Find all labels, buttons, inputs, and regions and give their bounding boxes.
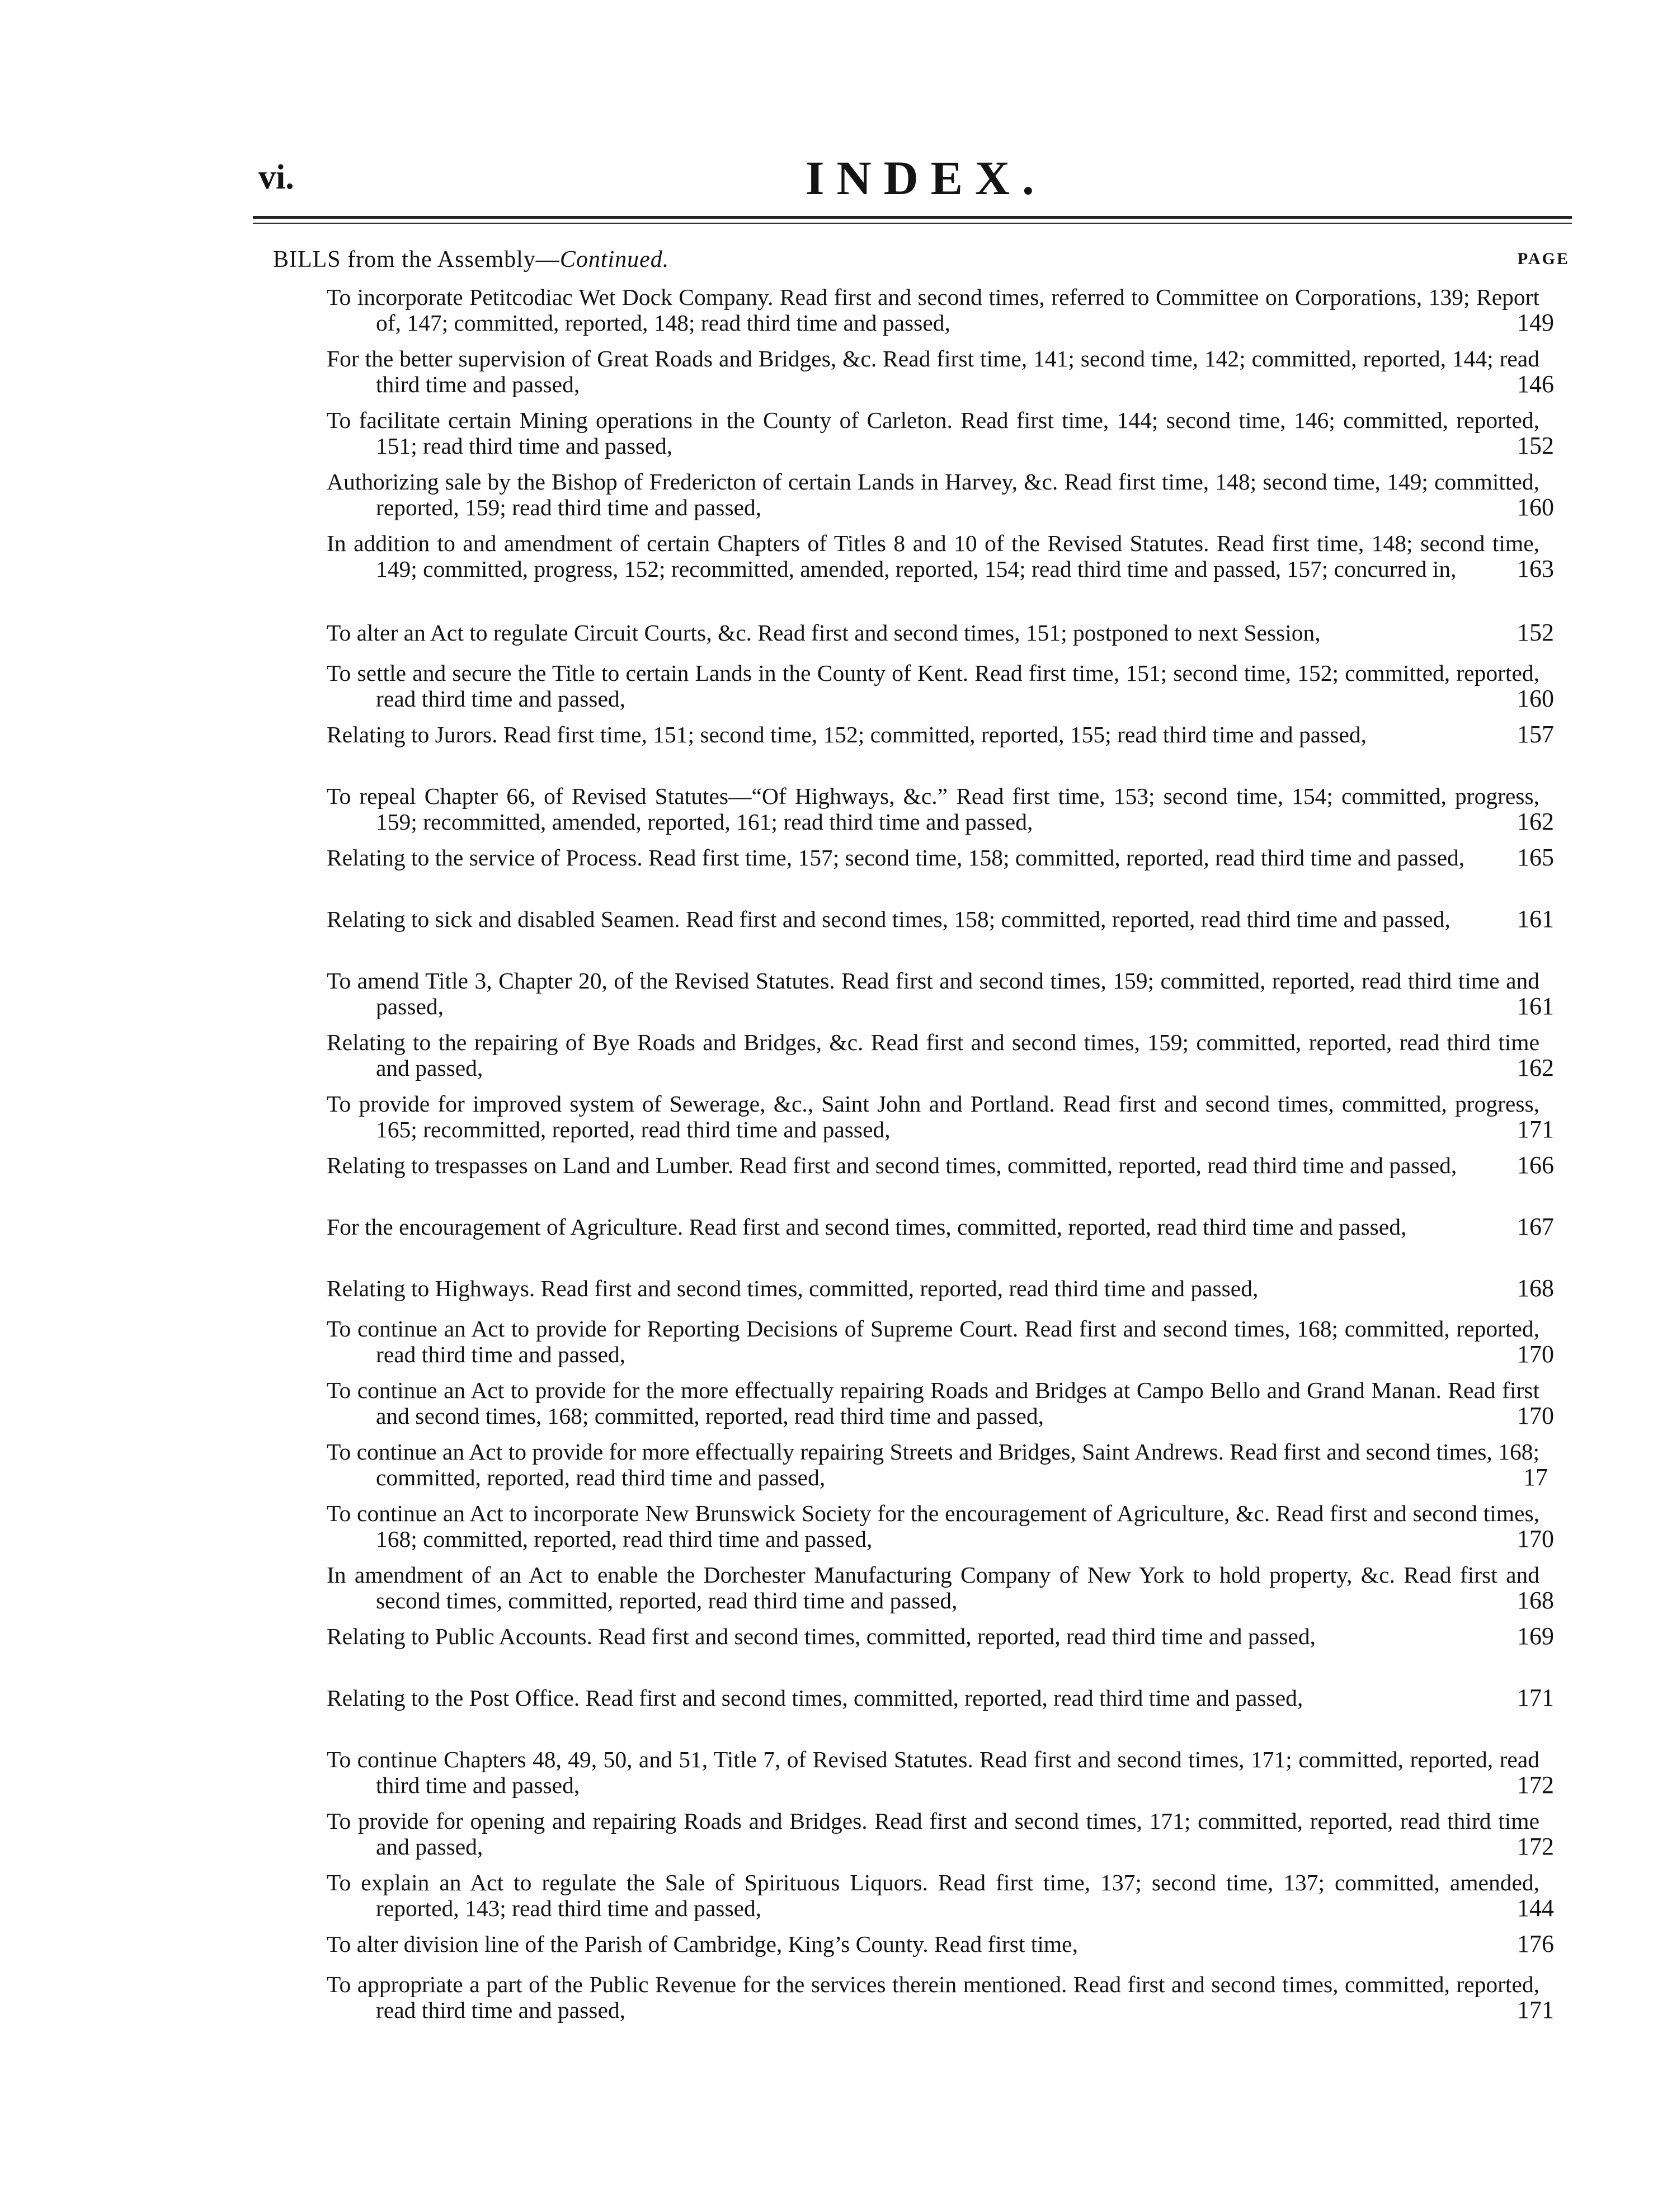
index-entry: [327, 1377, 1572, 1429]
page-title: INDEX.: [806, 151, 1047, 205]
index-entry: [327, 1439, 1572, 1490]
index-entry: [327, 660, 1572, 712]
entry-page: 169: [1517, 1622, 1554, 1650]
entry-text: For the encouragement of Agriculture. Read first and second times, committed, reported, read third time and passed,: [327, 1214, 1407, 1240]
page-number: vi.: [258, 158, 294, 196]
entry-page: 168: [1517, 1274, 1554, 1302]
entry-page: 163: [1517, 555, 1554, 582]
entry-text: To continue an Act to incorporate New Brunswick Society for the encouragement of Agriculture, &c. Read first and second times, 168; committed, reported, read third time and passed,: [327, 1500, 1539, 1552]
entry-page: 176: [1517, 1930, 1554, 1957]
index-entry: [327, 845, 1572, 870]
entry-page: 162: [1517, 1054, 1554, 1081]
entry-text: In addition to and amendment of certain Chapters of Titles 8 and 10 of the Revised Statutes. Read first time, 148; second time, 149; committed, progress, 152; recommitted, amended, reported, 154; read third time and passed, 157; concurred in,: [327, 530, 1539, 582]
entry-page: 160: [1517, 685, 1554, 712]
entry-page: 171: [1517, 1996, 1554, 2023]
entry-text: Relating to sick and disabled Seamen. Read first and second times, 158; committed, reported, read third time and passed,: [327, 906, 1451, 932]
entry-text: To continue Chapters 48, 49, 50, and 51, Title 7, of Revised Statutes. Read first and second times, 171; committed, reported, read third time and passed,: [327, 1747, 1539, 1798]
entry-text: Relating to Public Accounts. Read first and second times, committed, reported, read third time and passed,: [327, 1623, 1316, 1649]
entry-page: 171: [1517, 1684, 1554, 1711]
entry-text: To continue an Act to provide for Reporting Decisions of Supreme Court. Read first and second times, 168; committed, reported, read third time and passed,: [327, 1316, 1539, 1367]
entry-text: [327, 620, 1539, 646]
entry-page: 170: [1517, 1525, 1554, 1552]
entry-text: To continue an Act to provide for more effectually repairing Streets and Bridges, Saint Andrews. Read first and second times, 168; committed, reported, read third time and passed,: [327, 1439, 1539, 1490]
section-heading: [273, 246, 669, 273]
entry-page: 168: [1517, 1587, 1554, 1614]
entry-text: To incorporate Petitcodiac Wet Dock Company. Read first and second times, referred to Committee on Corporations, 139; Report of, 147; committed, reported, 148; read third time and passed,: [327, 284, 1539, 336]
index-entry: [327, 1870, 1572, 1921]
entry-page: 171: [1517, 1116, 1554, 1143]
index-entry: [327, 906, 1572, 932]
index-entry: [327, 1808, 1572, 1860]
index-entry: [327, 783, 1572, 835]
entry-page: 166: [1517, 1151, 1554, 1179]
section-continued: Continued.: [559, 247, 670, 272]
index-entry: [327, 1931, 1572, 1957]
index-entry: [327, 620, 1572, 646]
index-entry: [327, 1152, 1572, 1178]
index-entry: [327, 1091, 1572, 1142]
index-entry: [327, 968, 1572, 1019]
entry-page: 144: [1517, 1894, 1554, 1922]
index-entry: [327, 722, 1572, 747]
entry-page: 160: [1517, 493, 1554, 521]
entry-text: To facilitate certain Mining operations in the County of Carleton. Read first time, 144; second time, 146; committed, reported, 151; read third time and passed,: [327, 407, 1539, 459]
entry-text: To amend Title 3, Chapter 20, of the Revised Statutes. Read first and second times, 159; committed, reported, read third time and passed,: [327, 968, 1539, 1019]
entry-text: To provide for improved system of Sewerage, &c., Saint John and Portland. Read first and second times, committed, progress, 165; recommitted, reported, read third time and passed,: [327, 1091, 1539, 1142]
index-entry: [327, 1971, 1572, 2023]
index-entry: [327, 1316, 1572, 1367]
entry-page: 162: [1517, 808, 1554, 835]
index-entry: [327, 1029, 1572, 1081]
entry-page: 146: [1517, 370, 1554, 398]
entry-page: 161: [1517, 992, 1554, 1020]
entry-text: Relating to trespasses on Land and Lumber. Read first and second times, committed, reported, read third time and passed,: [327, 1152, 1457, 1178]
index-entry: [327, 1276, 1572, 1301]
entry-page: 149: [1517, 309, 1554, 336]
index-entry: [327, 1562, 1572, 1613]
entry-text: Relating to Highways. Read first and second times, committed, reported, read third time and passed,: [327, 1276, 1259, 1301]
index-entry: [327, 469, 1572, 520]
entry-page: 152: [1517, 619, 1554, 646]
entry-page: 170: [1517, 1340, 1554, 1368]
entry-text: To settle and secure the Title to certain Lands in the County of Kent. Read first time, 151; second time, 152; committed, reported, read third time and passed,: [327, 660, 1539, 712]
entry-text: In amendment of an Act to enable the Dorchester Manufacturing Company of New York to hold property, &c. Read first and second times, committed, reported, read third time and passed,: [327, 1562, 1539, 1613]
entry-page: 165: [1517, 844, 1554, 871]
entry-text: To continue an Act to provide for the more effectually repairing Roads and Bridges at Campo Bello and Grand Manan. Read first and second times, 168; committed, reported, read third time and passed,: [327, 1377, 1539, 1429]
index-entry: [327, 1214, 1572, 1240]
entry-page: 157: [1517, 721, 1554, 748]
entry-text: To explain an Act to regulate the Sale of Spirituous Liquors. Read first time, 137; second time, 137; committed, amended, reported, 143; read third time and passed,: [327, 1870, 1539, 1921]
index-entry: [327, 284, 1572, 336]
entry-text: Relating to the repairing of Bye Roads and Bridges, &c. Read first and second times, 159; committed, reported, read third time and passed,: [327, 1029, 1539, 1081]
entry-text: To appropriate a part of the Public Revenue for the services therein mentioned. Read first and second times, committed, reported, read third time and passed,: [327, 1971, 1539, 2023]
header-rule-thin: [253, 223, 1572, 224]
entry-page: 17: [1523, 1463, 1548, 1491]
entry-page: 172: [1517, 1771, 1554, 1799]
index-entry: [327, 1747, 1572, 1798]
section-heading-text: BILLS from the Assembly—: [273, 247, 560, 272]
page-column-label: PAGE: [1517, 250, 1570, 268]
entry-text: To alter division line of the Parish of Cambridge, King’s County. Read first time,: [327, 1931, 1078, 1957]
header-rule-thick: [253, 216, 1572, 219]
index-entry: [327, 407, 1572, 459]
index-entry: [327, 346, 1572, 397]
entry-page: 170: [1517, 1402, 1554, 1429]
entry-text: Relating to the service of Process. Read first time, 157; second time, 158; committed, reported, read third time and passed,: [327, 845, 1465, 870]
entry-page: 161: [1517, 905, 1554, 933]
entry-text: Relating to the Post Office. Read first and second times, committed, reported, read third time and passed,: [327, 1685, 1303, 1711]
index-entry: [327, 530, 1572, 582]
index-entry: [327, 1623, 1572, 1649]
entry-text: Relating to Jurors. Read first time, 151; second time, 152; committed, reported, 155; read third time and passed,: [327, 722, 1367, 747]
entry-page: 167: [1517, 1213, 1554, 1240]
index-entry: [327, 1500, 1572, 1552]
index-entry: [327, 1685, 1572, 1711]
entry-text: For the better supervision of Great Roads and Bridges, &c. Read first time, 141; second time, 142; committed, reported, 144; read third time and passed,: [327, 346, 1539, 397]
entry-page: 152: [1517, 432, 1554, 459]
entry-text: To repeal Chapter 66, of Revised Statutes—“Of Highways, &c.” Read first time, 153; second time, 154; committed, progress, 159; recommitted, amended, reported, 161; read third time and passed,: [327, 783, 1539, 835]
entry-text: Authorizing sale by the Bishop of Fredericton of certain Lands in Harvey, &c. Read first time, 148; second time, 149; committed, reported, 159; read third time and passed,: [327, 469, 1539, 520]
entry-text: To provide for opening and repairing Roads and Bridges. Read first and second times, 171; committed, reported, read third time and passed,: [327, 1808, 1539, 1860]
entry-text-main: To alter an Act to regulate Circuit Courts, &c. Read first and second times, 151; postponed to next Session,: [327, 620, 1321, 646]
section-header: [273, 246, 1570, 276]
entry-page: 172: [1517, 1833, 1554, 1860]
